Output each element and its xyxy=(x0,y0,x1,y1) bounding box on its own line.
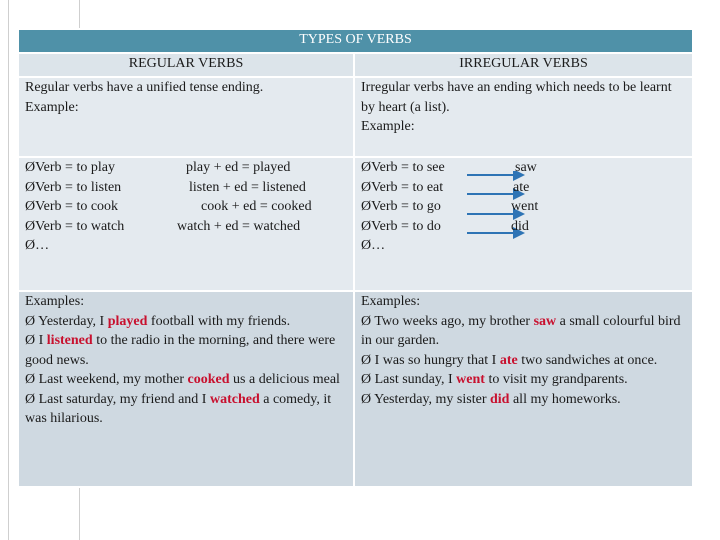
bullet-icon: Ø xyxy=(25,199,36,214)
list-item: Ø Last sunday, I went to visit my grandparents. xyxy=(361,372,628,387)
bullet-icon: Ø xyxy=(361,218,372,234)
regular-verb: Verb = to play xyxy=(35,160,115,175)
list-item: Ø Yesterday, my sister did all my homeworks. xyxy=(361,391,621,407)
irregular-definition: Irregular verbs have an ending which needs to be learnt by heart (a list). xyxy=(361,80,672,115)
bullet-icon: Ø xyxy=(361,179,372,195)
irregular-verb: Verb = to do xyxy=(371,218,441,234)
list-item: Ø Last saturday, my friend and I watched a comedy, it was hilarious. xyxy=(25,391,332,426)
irregular-result: went xyxy=(511,199,539,214)
bullet-icon: Ø xyxy=(361,160,372,175)
regular-example-label: Example: xyxy=(25,99,79,115)
regular-header: REGULAR VERBS xyxy=(18,53,354,77)
bullet-icon: Ø xyxy=(361,199,372,214)
irregular-list-cell xyxy=(354,157,693,291)
regular-result: play + ed = played xyxy=(186,160,291,175)
irregular-verb: Verb = to eat xyxy=(371,179,444,195)
irregular-examples-cell xyxy=(354,291,693,487)
list-item: Ø Yesterday, I played football with my friends. xyxy=(25,313,291,329)
bullet-icon: Ø xyxy=(361,372,372,387)
bullet-icon: Ø xyxy=(361,352,372,368)
list-item: Ø I listened to the radio in the morning, and there were good news. xyxy=(25,333,336,368)
bullet-icon: Ø xyxy=(361,313,372,329)
bullet-icon: Ø xyxy=(361,391,372,407)
bullet-icon: Ø xyxy=(25,372,36,387)
bullet-icon: Ø xyxy=(25,391,36,407)
regular-definition: Regular verbs have a unified tense ending. xyxy=(25,80,264,95)
list-item xyxy=(361,178,686,198)
regular-result: cook + ed = cooked xyxy=(201,199,312,214)
bullet-icon: Ø xyxy=(25,160,36,175)
highlighted-verb: listened xyxy=(46,333,93,348)
irregular-header: IRREGULAR VERBS xyxy=(354,53,693,77)
ellipsis: … xyxy=(35,238,50,253)
list-item xyxy=(25,158,347,178)
irregular-result: saw xyxy=(515,160,537,175)
irregular-verb: Verb = to see xyxy=(371,160,445,175)
irregular-result: ate xyxy=(513,179,530,195)
list-item: Ø Last weekend, my mother cooked us a delicious meal xyxy=(25,372,340,387)
highlighted-verb: ate xyxy=(499,352,518,368)
list-item: Ø I was so hungry that I ate two sandwiches at once. xyxy=(361,352,658,368)
regular-list-cell xyxy=(18,157,354,291)
highlighted-verb: played xyxy=(107,313,148,329)
list-item xyxy=(25,178,347,198)
regular-result: watch + ed = watched xyxy=(177,218,301,234)
list-item xyxy=(25,217,347,237)
verbs-table xyxy=(17,28,694,488)
irregular-definition-cell xyxy=(354,77,693,157)
list-item xyxy=(361,236,686,256)
table-title: TYPES OF VERBS xyxy=(18,29,693,53)
highlighted-verb: saw xyxy=(533,313,557,329)
list-item xyxy=(361,158,686,178)
list-item xyxy=(25,197,347,217)
irregular-example-label: Example: xyxy=(361,119,415,134)
highlighted-verb: cooked xyxy=(187,372,230,387)
regular-examples-cell xyxy=(18,291,354,487)
highlighted-verb: watched xyxy=(209,391,260,407)
regular-verb: Verb = to listen xyxy=(35,179,122,195)
list-item xyxy=(361,217,686,237)
list-item xyxy=(361,197,686,217)
irregular-examples-label: Examples: xyxy=(361,294,421,309)
bullet-icon: Ø xyxy=(25,313,36,329)
regular-definition-cell xyxy=(18,77,354,157)
regular-examples-label: Examples: xyxy=(25,294,85,309)
regular-result: listen + ed = listened xyxy=(189,179,306,195)
list-item xyxy=(25,236,347,256)
ellipsis: … xyxy=(371,238,386,253)
regular-verb: Verb = to watch xyxy=(35,218,125,234)
bullet-icon: Ø xyxy=(25,179,36,195)
irregular-verb: Verb = to go xyxy=(371,199,441,214)
list-item: Ø Two weeks ago, my brother saw a small colourful bird in our garden. xyxy=(361,313,681,348)
bullet-icon: Ø xyxy=(361,238,372,253)
highlighted-verb: did xyxy=(490,391,510,407)
bullet-icon: Ø xyxy=(25,218,36,234)
irregular-result: did xyxy=(511,218,529,234)
highlighted-verb: went xyxy=(456,372,485,387)
bullet-icon: Ø xyxy=(25,238,36,253)
regular-verb: Verb = to cook xyxy=(35,199,119,214)
bullet-icon: Ø xyxy=(25,333,36,348)
